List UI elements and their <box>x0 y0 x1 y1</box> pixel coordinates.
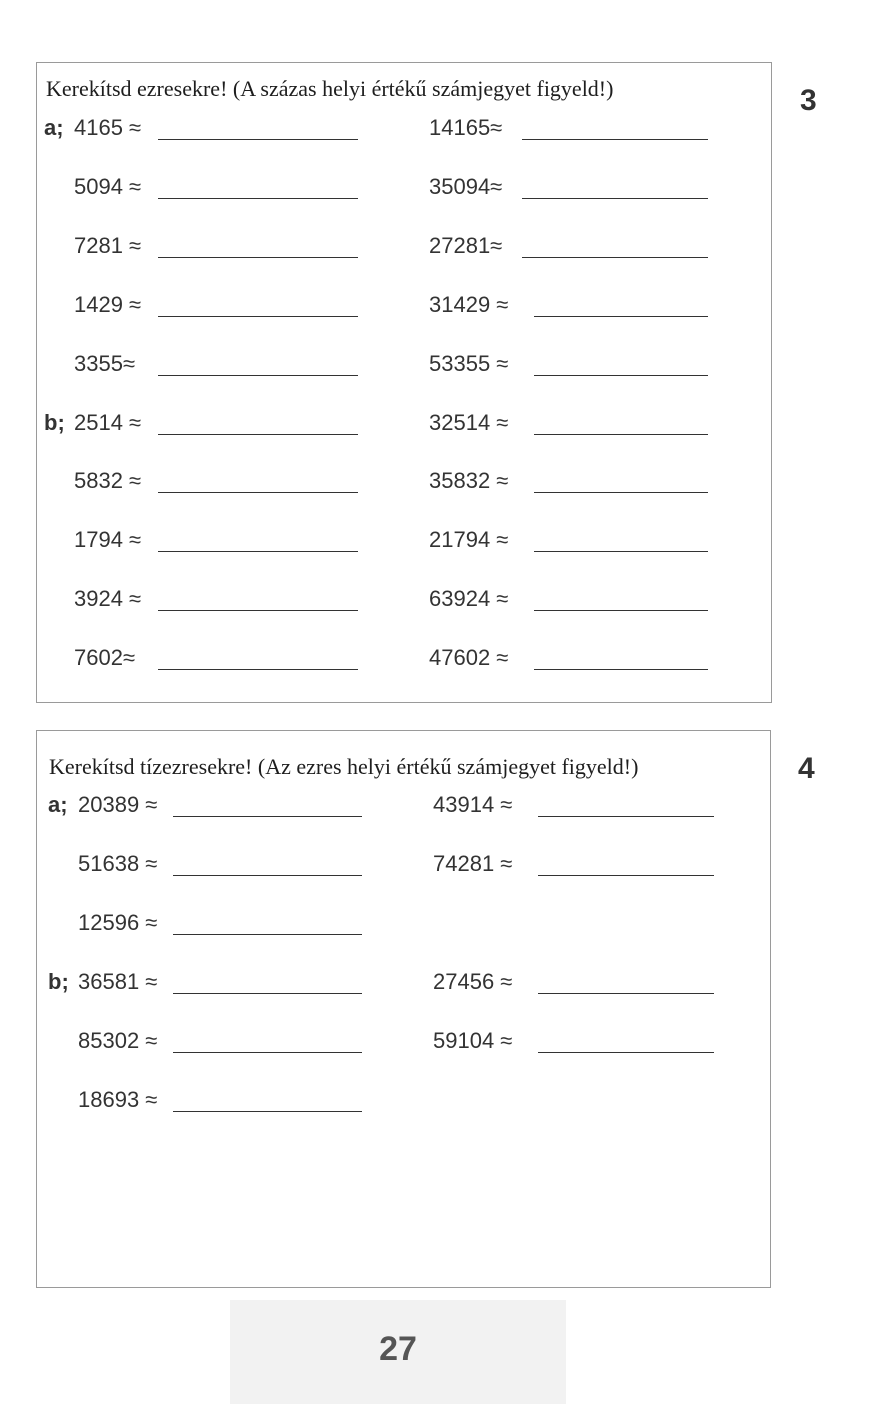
ex3-left-1 <box>44 113 141 143</box>
exercise-4-instruction: Kerekítsd tízezresekre! (Az ezres helyi értékű számjegyet figyeld!) <box>49 754 639 779</box>
ex3-left-7 <box>44 466 141 496</box>
number-expression: 1429 ≈ <box>74 291 142 317</box>
ex4-right-5 <box>433 1026 512 1056</box>
answer-line[interactable] <box>538 875 714 876</box>
ex3-right-8 <box>429 525 508 555</box>
ex3-left-8 <box>44 525 141 555</box>
ex3-right-7 <box>429 466 508 496</box>
answer-line[interactable] <box>538 816 714 817</box>
answer-line[interactable] <box>534 669 708 670</box>
ex4-left-1 <box>48 790 157 820</box>
answer-line[interactable] <box>173 993 362 994</box>
answer-line[interactable] <box>534 551 708 552</box>
answer-line[interactable] <box>158 669 358 670</box>
number-expression: 3924 ≈ <box>74 586 142 612</box>
number-expression: 21794 ≈ <box>429 527 509 553</box>
ex3-right-9 <box>429 584 508 614</box>
answer-line[interactable] <box>522 139 708 140</box>
answer-line[interactable] <box>534 492 708 493</box>
number-expression: 59104 ≈ <box>433 1028 513 1053</box>
number-expression: 2514 ≈ <box>74 409 142 435</box>
answer-line[interactable] <box>158 375 358 376</box>
ex3-left-9 <box>44 584 141 614</box>
number-expression: 53355 ≈ <box>429 350 509 376</box>
number-expression: 35832 ≈ <box>429 468 509 494</box>
ex3-right-6 <box>429 408 508 438</box>
section-label: b; <box>48 969 69 994</box>
answer-line[interactable] <box>173 875 362 876</box>
ex4-right-2 <box>433 849 512 879</box>
number-expression: 43914 ≈ <box>433 792 513 817</box>
answer-line[interactable] <box>173 934 362 935</box>
ex4-left-4 <box>48 967 157 997</box>
section-label: b; <box>44 409 65 435</box>
answer-line[interactable] <box>173 1052 362 1053</box>
ex3-left-10 <box>44 643 135 673</box>
ex4-left-5 <box>48 1026 157 1056</box>
number-expression: 27281≈ <box>429 232 503 258</box>
ex3-right-2 <box>429 172 502 202</box>
number-expression: 51638 ≈ <box>78 851 158 876</box>
section-label: a; <box>44 115 64 140</box>
number-expression: 85302 ≈ <box>78 1028 158 1053</box>
ex4-left-6 <box>48 1085 157 1115</box>
exercise-3-box <box>36 62 772 703</box>
exercise-4-number: 4 <box>798 752 815 785</box>
ex3-right-10 <box>429 643 508 673</box>
number-expression: 7602≈ <box>74 645 136 671</box>
answer-line[interactable] <box>158 257 358 258</box>
answer-line[interactable] <box>534 375 708 376</box>
answer-line[interactable] <box>534 316 708 317</box>
number-expression: 3355≈ <box>74 350 136 376</box>
number-expression: 4165 ≈ <box>74 115 142 140</box>
ex3-left-4 <box>44 290 141 320</box>
answer-line[interactable] <box>158 139 358 140</box>
answer-line[interactable] <box>158 198 358 199</box>
number-expression: 18693 ≈ <box>78 1087 158 1112</box>
ex3-right-1 <box>429 113 502 143</box>
number-expression: 14165≈ <box>429 115 503 140</box>
ex4-left-2 <box>48 849 157 879</box>
answer-line[interactable] <box>534 434 708 435</box>
number-expression: 12596 ≈ <box>78 910 158 935</box>
ex3-left-6 <box>44 408 141 438</box>
ex3-left-3 <box>44 231 141 261</box>
number-expression: 63924 ≈ <box>429 586 509 612</box>
answer-line[interactable] <box>173 1111 362 1112</box>
ex3-left-5 <box>44 349 135 379</box>
exercise-3-number: 3 <box>800 84 817 117</box>
number-expression: 20389 ≈ <box>78 792 158 817</box>
answer-line[interactable] <box>534 610 708 611</box>
ex4-right-1 <box>433 790 512 820</box>
number-expression: 1794 ≈ <box>74 527 142 553</box>
answer-line[interactable] <box>522 198 708 199</box>
answer-line[interactable] <box>538 993 714 994</box>
answer-line[interactable] <box>158 551 358 552</box>
answer-line[interactable] <box>158 492 358 493</box>
exercise-3-instruction: Kerekítsd ezresekre! (A százas helyi értékű számjegyet figyeld!) <box>46 76 614 101</box>
ex3-right-4 <box>429 290 508 320</box>
number-expression: 7281 ≈ <box>74 232 142 258</box>
ex3-right-3 <box>429 231 502 261</box>
number-expression: 74281 ≈ <box>433 851 513 876</box>
number-expression: 36581 ≈ <box>78 969 158 994</box>
number-expression: 5094 ≈ <box>74 173 142 199</box>
number-expression: 35094≈ <box>429 173 503 199</box>
number-expression: 27456 ≈ <box>433 969 513 994</box>
section-label: a; <box>48 792 68 817</box>
number-expression: 47602 ≈ <box>429 645 509 671</box>
ex3-right-5 <box>429 349 508 379</box>
ex4-left-3 <box>48 908 157 938</box>
answer-line[interactable] <box>158 316 358 317</box>
answer-line[interactable] <box>522 257 708 258</box>
page-number: 27 <box>379 1330 417 1368</box>
number-expression: 5832 ≈ <box>74 468 142 494</box>
ex3-left-2 <box>44 172 141 202</box>
answer-line[interactable] <box>538 1052 714 1053</box>
answer-line[interactable] <box>158 434 358 435</box>
number-expression: 32514 ≈ <box>429 409 509 435</box>
answer-line[interactable] <box>173 816 362 817</box>
number-expression: 31429 ≈ <box>429 291 509 317</box>
ex4-right-4 <box>433 967 512 997</box>
answer-line[interactable] <box>158 610 358 611</box>
